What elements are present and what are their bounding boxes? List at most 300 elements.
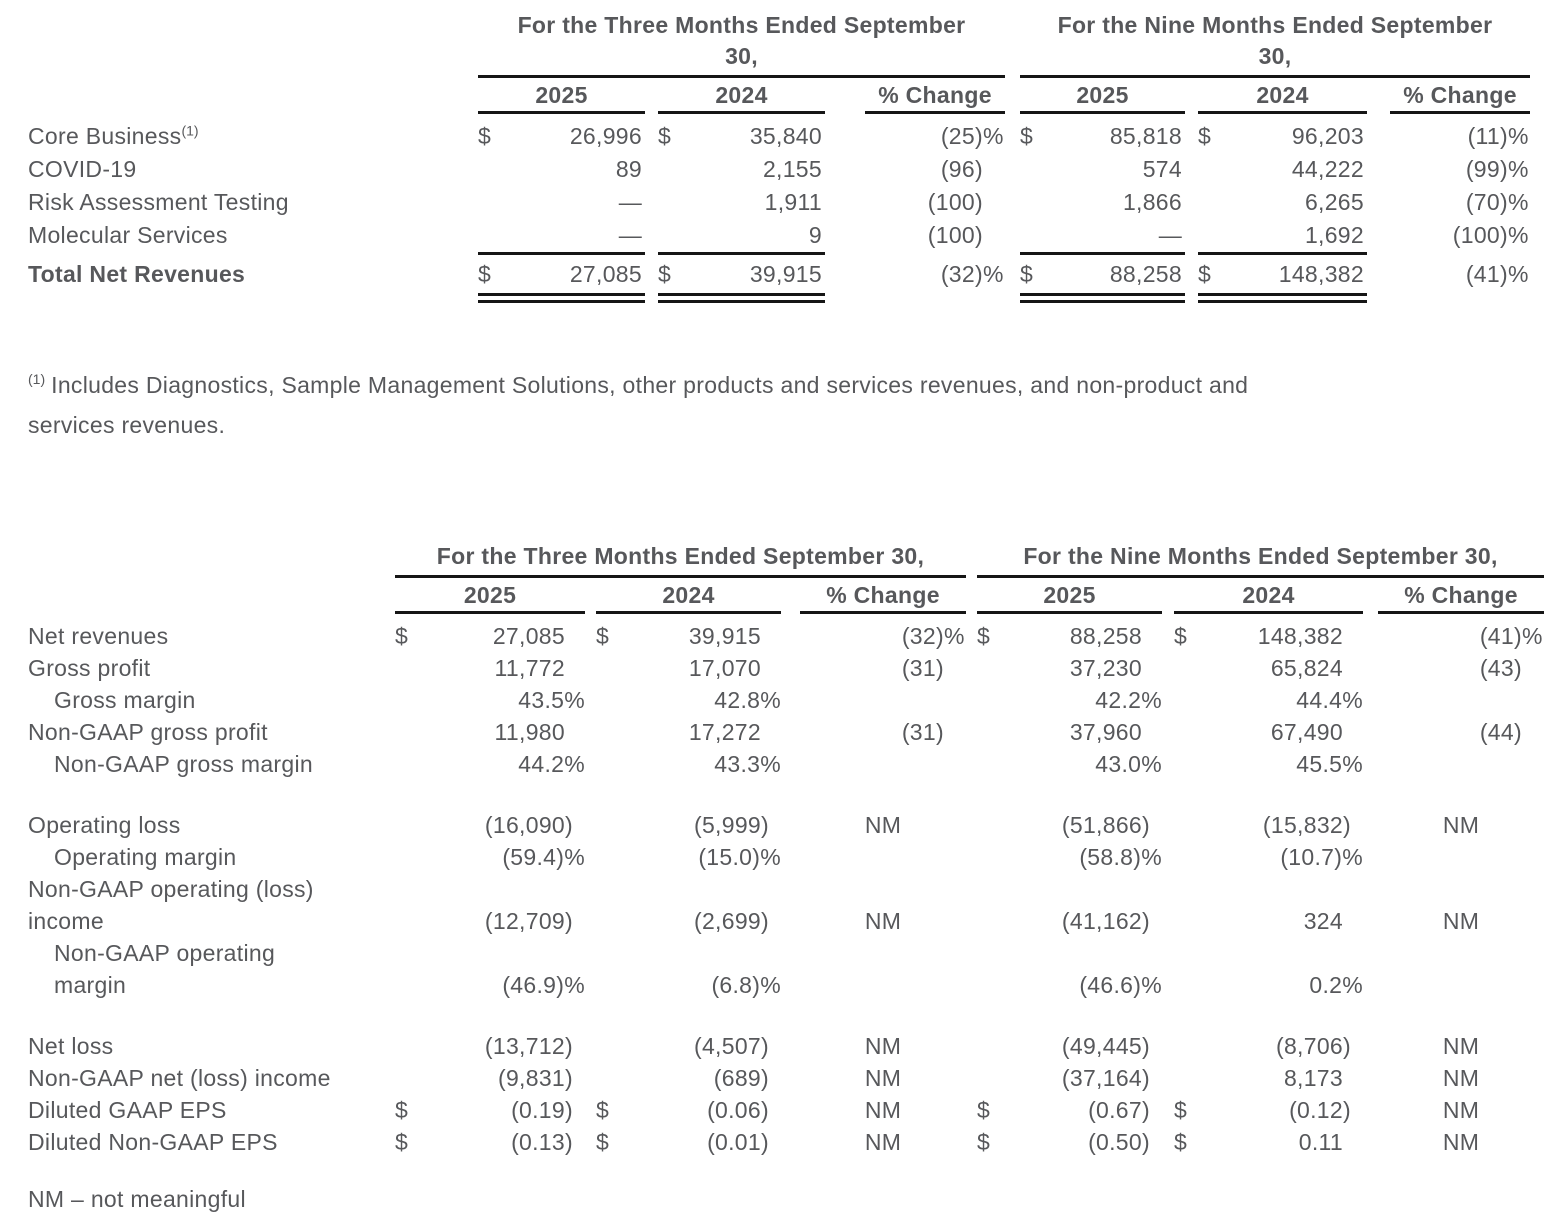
table-row bbox=[28, 613, 1544, 653]
cell-value: 35,840 bbox=[749, 123, 822, 149]
pct-change-cell bbox=[800, 748, 966, 780]
row-label: Diluted Non-GAAP EPS bbox=[28, 1129, 278, 1155]
cell-value-suffix: ) bbox=[565, 1129, 573, 1155]
row-label-cell bbox=[28, 937, 395, 1001]
column-gap bbox=[1367, 153, 1390, 186]
cell-value: (0.01 bbox=[707, 1129, 761, 1155]
row-label: Diluted GAAP EPS bbox=[28, 1097, 227, 1123]
amount-cell bbox=[1020, 186, 1185, 219]
table-row bbox=[28, 254, 1530, 299]
cell-value: 44.2 bbox=[518, 751, 565, 777]
row-label-cell bbox=[28, 684, 395, 716]
table-row bbox=[28, 937, 1544, 1001]
pct-change-cell bbox=[800, 684, 966, 716]
cell-value-suffix: )% bbox=[936, 623, 965, 649]
amount-cell bbox=[395, 1094, 585, 1126]
header-spacer bbox=[1185, 77, 1198, 113]
row-label-cell bbox=[28, 219, 478, 254]
row-label: Net loss bbox=[28, 1033, 114, 1059]
cell-value: 42.8 bbox=[714, 687, 761, 713]
cell-value: 42.2 bbox=[1095, 687, 1142, 713]
column-gap bbox=[966, 873, 977, 937]
cell-value: (15.0 bbox=[698, 844, 753, 870]
column-gap bbox=[585, 1126, 596, 1158]
row-label: Operating margin bbox=[54, 844, 237, 870]
cell-value-suffix: ) bbox=[1343, 1033, 1351, 1059]
cell-value: (0.50 bbox=[1088, 1129, 1142, 1155]
column-gap bbox=[1005, 219, 1020, 254]
cell-value: (16,090 bbox=[484, 812, 565, 838]
column-gap bbox=[825, 219, 865, 254]
amount-cell bbox=[596, 873, 781, 937]
amount-cell bbox=[1020, 254, 1185, 299]
row-label-cell bbox=[28, 1126, 395, 1158]
cell-value: 85,818 bbox=[1109, 123, 1182, 149]
cell-value-suffix: ) bbox=[1343, 812, 1351, 838]
cell-value-suffix: % bbox=[1141, 751, 1162, 777]
header-spacer bbox=[825, 77, 865, 113]
pct-change-cell bbox=[1390, 153, 1530, 186]
column-gap bbox=[585, 613, 596, 653]
cell-value: 89 bbox=[615, 156, 642, 182]
column-gap bbox=[781, 1126, 800, 1158]
amount-cell bbox=[596, 1030, 781, 1062]
cell-value: 8,173 bbox=[1283, 1065, 1343, 1091]
amount-cell bbox=[395, 809, 585, 841]
amount-cell bbox=[478, 186, 645, 219]
amount-cell bbox=[1174, 748, 1363, 780]
amount-cell bbox=[1020, 219, 1185, 254]
pct-change-cell bbox=[800, 716, 966, 748]
currency-symbol: $ bbox=[395, 1097, 409, 1123]
amount-cell bbox=[1174, 937, 1363, 1001]
column-gap bbox=[781, 652, 800, 684]
currency-symbol: $ bbox=[1198, 123, 1212, 149]
cell-value-suffix: ) bbox=[565, 1033, 573, 1059]
header-spacer bbox=[781, 577, 800, 613]
amount-cell bbox=[658, 219, 825, 254]
cell-value: (0.13 bbox=[511, 1129, 565, 1155]
column-gap bbox=[966, 809, 977, 841]
cell-value-suffix: )% bbox=[1500, 189, 1529, 215]
row-label: Non-GAAP operating margin bbox=[54, 940, 276, 998]
table-row bbox=[28, 219, 1530, 254]
amount-cell bbox=[977, 873, 1162, 937]
table-row bbox=[28, 186, 1530, 219]
table-subheader-row bbox=[28, 77, 1530, 113]
cell-value: (5,999 bbox=[693, 812, 761, 838]
column-header: 2024 bbox=[658, 77, 825, 113]
cell-value-suffix: % bbox=[760, 687, 781, 713]
amount-cell bbox=[478, 254, 645, 299]
pct-change-cell bbox=[865, 113, 1005, 154]
header-spacer bbox=[1005, 10, 1020, 77]
cell-value: 96,203 bbox=[1291, 123, 1364, 149]
table-row bbox=[28, 809, 1544, 841]
amount-cell bbox=[1198, 186, 1367, 219]
cell-value-suffix: )% bbox=[1334, 844, 1363, 870]
cell-value: 37,230 bbox=[1069, 655, 1142, 681]
header-spacer bbox=[28, 577, 395, 613]
amount-cell bbox=[1198, 113, 1367, 154]
amount-cell bbox=[395, 684, 585, 716]
cell-value: 39,915 bbox=[688, 623, 761, 649]
amount-cell bbox=[1174, 652, 1363, 684]
amount-cell bbox=[395, 937, 585, 1001]
pct-change-cell: NM bbox=[1442, 1065, 1480, 1091]
row-label-cell bbox=[28, 1094, 395, 1126]
currency-symbol: $ bbox=[478, 123, 492, 149]
cell-value-suffix: ) bbox=[761, 812, 769, 838]
cell-value: — bbox=[618, 222, 642, 248]
amount-cell bbox=[1174, 873, 1363, 937]
cell-value-suffix: )% bbox=[752, 972, 781, 998]
header-spacer bbox=[1162, 577, 1174, 613]
header-spacer bbox=[28, 77, 478, 113]
column-gap bbox=[781, 873, 800, 937]
cell-value: (31 bbox=[901, 655, 936, 681]
table-row bbox=[28, 652, 1544, 684]
amount-cell bbox=[596, 1094, 781, 1126]
cell-value: 43.0 bbox=[1095, 751, 1142, 777]
column-gap bbox=[1363, 841, 1378, 873]
cell-value: (51,866 bbox=[1061, 812, 1142, 838]
footnote-reference: (1) bbox=[181, 122, 199, 139]
pct-change-cell bbox=[1378, 613, 1544, 653]
header-spacer bbox=[585, 577, 596, 613]
header-spacer bbox=[645, 77, 658, 113]
pct-change-cell bbox=[1378, 748, 1544, 780]
column-gap bbox=[585, 937, 596, 1001]
column-gap bbox=[1162, 841, 1174, 873]
cell-value-suffix: ) bbox=[565, 1065, 573, 1091]
currency-symbol: $ bbox=[658, 261, 672, 287]
column-gap bbox=[966, 1062, 977, 1094]
row-label: Core Business bbox=[28, 123, 182, 149]
spacer-cell bbox=[28, 780, 1544, 809]
cell-value: (11 bbox=[1467, 123, 1500, 149]
amount-cell bbox=[395, 1030, 585, 1062]
column-gap bbox=[1185, 219, 1198, 254]
column-header: 2025 bbox=[977, 577, 1162, 613]
cell-value: (37,164 bbox=[1061, 1065, 1142, 1091]
column-gap bbox=[585, 841, 596, 873]
currency-symbol: $ bbox=[395, 1129, 409, 1155]
column-header: 2025 bbox=[478, 77, 645, 113]
cell-value: (41,162 bbox=[1061, 908, 1142, 934]
pct-change-cell bbox=[865, 153, 1005, 186]
cell-value: 88,258 bbox=[1109, 261, 1182, 287]
amount-cell bbox=[395, 1062, 585, 1094]
table-row bbox=[28, 716, 1544, 748]
cell-value: (100 bbox=[927, 222, 975, 248]
amount-cell bbox=[478, 113, 645, 154]
amount-cell bbox=[1198, 219, 1367, 254]
column-gap bbox=[1363, 716, 1378, 748]
column-gap bbox=[966, 748, 977, 780]
column-gap bbox=[781, 841, 800, 873]
period-header: For the Three Months Ended September 30, bbox=[395, 541, 966, 577]
table-row bbox=[28, 153, 1530, 186]
column-header: % Change bbox=[800, 577, 966, 613]
amount-cell bbox=[977, 684, 1162, 716]
table-row bbox=[28, 1094, 1544, 1126]
amount-cell bbox=[658, 113, 825, 154]
cell-value: (13,712 bbox=[484, 1033, 565, 1059]
header-spacer bbox=[966, 577, 977, 613]
amount-cell bbox=[658, 153, 825, 186]
row-label: COVID-19 bbox=[28, 156, 137, 182]
column-gap bbox=[1005, 254, 1020, 299]
amount-cell bbox=[977, 1062, 1162, 1094]
revenue-by-category-table bbox=[28, 10, 1530, 303]
column-header: 2025 bbox=[395, 577, 585, 613]
column-gap bbox=[1367, 254, 1390, 299]
table-row bbox=[28, 1126, 1544, 1158]
table-header-row bbox=[28, 10, 1530, 77]
cell-value: (12,709 bbox=[484, 908, 565, 934]
amount-cell bbox=[1174, 716, 1363, 748]
cell-value: (32 bbox=[901, 623, 936, 649]
column-gap bbox=[585, 1030, 596, 1062]
header-spacer bbox=[1005, 77, 1020, 113]
cell-value-suffix: )% bbox=[1500, 156, 1529, 182]
column-gap bbox=[781, 1094, 800, 1126]
amount-cell bbox=[977, 841, 1162, 873]
cell-value: 43.5 bbox=[518, 687, 565, 713]
cell-value: (15,832 bbox=[1262, 812, 1343, 838]
cell-value: 324 bbox=[1303, 908, 1343, 934]
column-gap bbox=[1185, 254, 1198, 299]
column-gap bbox=[585, 716, 596, 748]
period-header: For the Nine Months Ended September 30, bbox=[977, 541, 1544, 577]
amount-cell bbox=[1020, 153, 1185, 186]
column-gap bbox=[1363, 809, 1378, 841]
column-gap bbox=[585, 873, 596, 937]
amount-cell bbox=[596, 841, 781, 873]
cell-value-suffix: )% bbox=[556, 844, 585, 870]
cell-value-suffix: ) bbox=[761, 1129, 769, 1155]
cell-value-suffix: )% bbox=[975, 261, 1004, 287]
table-subheader-row bbox=[28, 577, 1544, 613]
amount-cell bbox=[478, 219, 645, 254]
cell-value: 26,996 bbox=[569, 123, 642, 149]
pct-change-cell bbox=[865, 219, 1005, 254]
column-gap bbox=[585, 684, 596, 716]
table-row bbox=[28, 841, 1544, 873]
table-row bbox=[28, 873, 1544, 937]
cell-value: (689 bbox=[713, 1065, 761, 1091]
column-gap bbox=[781, 809, 800, 841]
cell-value-suffix: )% bbox=[975, 123, 1004, 149]
cell-value: 44,222 bbox=[1291, 156, 1364, 182]
row-label-cell bbox=[28, 841, 395, 873]
pct-change-cell: NM bbox=[1442, 1033, 1480, 1059]
row-label: Risk Assessment Testing bbox=[28, 189, 289, 215]
cell-value: (44 bbox=[1479, 719, 1514, 745]
amount-cell bbox=[1174, 1030, 1363, 1062]
pct-change-cell bbox=[865, 254, 1005, 299]
cell-value: (6.8 bbox=[711, 972, 753, 998]
currency-symbol: $ bbox=[1174, 1129, 1188, 1155]
pct-change-cell bbox=[800, 652, 966, 684]
amount-cell bbox=[596, 1062, 781, 1094]
row-label-cell bbox=[28, 873, 395, 937]
column-gap bbox=[1162, 937, 1174, 1001]
column-gap bbox=[781, 1062, 800, 1094]
pct-change-cell: NM bbox=[864, 908, 902, 934]
cell-value: (43 bbox=[1479, 655, 1514, 681]
cell-value-suffix: )% bbox=[1500, 261, 1529, 287]
column-gap bbox=[1363, 748, 1378, 780]
cell-value: (9,831 bbox=[497, 1065, 565, 1091]
amount-cell bbox=[977, 716, 1162, 748]
cell-value-suffix: )% bbox=[556, 972, 585, 998]
pct-change-cell bbox=[865, 186, 1005, 219]
pct-change-cell: NM bbox=[864, 1065, 902, 1091]
currency-symbol: $ bbox=[977, 1097, 991, 1123]
table-row bbox=[28, 1030, 1544, 1062]
column-gap bbox=[781, 748, 800, 780]
amount-cell bbox=[478, 153, 645, 186]
cell-value: (46.9 bbox=[502, 972, 557, 998]
column-gap bbox=[781, 716, 800, 748]
column-gap bbox=[966, 937, 977, 1001]
cell-value: (4,507 bbox=[693, 1033, 761, 1059]
amount-cell bbox=[977, 1094, 1162, 1126]
amount-cell bbox=[395, 613, 585, 653]
nm-note: NM – not meaningful bbox=[28, 1186, 246, 1212]
cell-value: 65,824 bbox=[1270, 655, 1343, 681]
column-gap bbox=[1363, 684, 1378, 716]
column-gap bbox=[781, 613, 800, 653]
cell-value-suffix: ) bbox=[1142, 1129, 1150, 1155]
cell-value-suffix: % bbox=[1342, 687, 1363, 713]
cell-value-suffix: ) bbox=[761, 1065, 769, 1091]
currency-symbol: $ bbox=[596, 1097, 610, 1123]
column-gap bbox=[1005, 186, 1020, 219]
header-spacer bbox=[1367, 77, 1390, 113]
table-row bbox=[28, 748, 1544, 780]
row-label: Non-GAAP gross margin bbox=[54, 751, 313, 777]
footnote-marker: (1) bbox=[28, 371, 46, 388]
column-gap bbox=[966, 652, 977, 684]
cell-value: (10.7 bbox=[1280, 844, 1335, 870]
pct-change-cell bbox=[800, 613, 966, 653]
column-header: % Change bbox=[1378, 577, 1544, 613]
column-gap bbox=[1162, 1062, 1174, 1094]
column-gap bbox=[825, 153, 865, 186]
currency-symbol: $ bbox=[1198, 261, 1212, 287]
cell-value: (32 bbox=[940, 261, 975, 287]
cell-value-suffix: ) bbox=[1343, 1097, 1351, 1123]
cell-value: (49,445 bbox=[1061, 1033, 1142, 1059]
table-header-row bbox=[28, 541, 1544, 577]
pct-change-cell bbox=[1390, 254, 1530, 299]
column-gap bbox=[1162, 748, 1174, 780]
cell-value: 9 bbox=[808, 222, 822, 248]
column-header: % Change bbox=[865, 77, 1005, 113]
cell-value: — bbox=[1158, 222, 1182, 248]
cell-value: 0.11 bbox=[1298, 1129, 1343, 1155]
amount-cell bbox=[596, 716, 781, 748]
column-gap bbox=[585, 809, 596, 841]
row-label: Gross margin bbox=[54, 687, 196, 713]
cell-value-suffix: % bbox=[760, 751, 781, 777]
column-gap bbox=[1185, 186, 1198, 219]
amount-cell bbox=[1198, 153, 1367, 186]
column-gap bbox=[1363, 937, 1378, 1001]
column-gap bbox=[645, 219, 658, 254]
cell-value: 148,382 bbox=[1278, 261, 1364, 287]
column-header: 2024 bbox=[596, 577, 781, 613]
amount-cell bbox=[1174, 809, 1363, 841]
row-label: Net revenues bbox=[28, 623, 169, 649]
column-header: 2024 bbox=[1174, 577, 1363, 613]
footnote-text: Includes Diagnostics, Sample Management Solutions, other products and services revenues, and non-product and services revenues. bbox=[28, 372, 1249, 438]
column-header: 2024 bbox=[1198, 77, 1367, 113]
pct-change-cell bbox=[800, 937, 966, 1001]
cell-value-suffix: % bbox=[1342, 751, 1363, 777]
pct-change-cell bbox=[1390, 219, 1530, 254]
column-gap bbox=[1162, 1030, 1174, 1062]
cell-value: 45.5 bbox=[1296, 751, 1343, 777]
row-label: Operating loss bbox=[28, 812, 181, 838]
currency-symbol: $ bbox=[1174, 623, 1188, 649]
currency-symbol: $ bbox=[977, 1129, 991, 1155]
cell-value-suffix: ) bbox=[1514, 655, 1522, 681]
column-gap bbox=[585, 1062, 596, 1094]
cell-value: 1,692 bbox=[1304, 222, 1364, 248]
cell-value: 27,085 bbox=[492, 623, 565, 649]
currency-symbol: $ bbox=[596, 1129, 610, 1155]
column-header: 2025 bbox=[1020, 77, 1185, 113]
cell-value: — bbox=[618, 189, 642, 215]
pct-change-cell bbox=[800, 841, 966, 873]
cell-value: 148,382 bbox=[1257, 623, 1343, 649]
cell-value: 6,265 bbox=[1304, 189, 1364, 215]
cell-value-suffix: )% bbox=[1500, 222, 1529, 248]
column-gap bbox=[585, 1094, 596, 1126]
column-gap bbox=[781, 684, 800, 716]
column-gap bbox=[781, 1030, 800, 1062]
column-gap bbox=[1162, 716, 1174, 748]
pct-change-cell: NM bbox=[1442, 812, 1480, 838]
column-gap bbox=[645, 254, 658, 299]
cell-value-suffix: ) bbox=[975, 222, 983, 248]
column-header: % Change bbox=[1390, 77, 1530, 113]
cell-value-suffix: % bbox=[564, 751, 585, 777]
pct-change-cell bbox=[1378, 841, 1544, 873]
column-gap bbox=[966, 613, 977, 653]
pct-change-cell: NM bbox=[864, 812, 902, 838]
pct-change-cell: NM bbox=[1442, 1129, 1480, 1155]
cell-value: 1,866 bbox=[1122, 189, 1182, 215]
period-header: For the Three Months Ended September 30, bbox=[478, 10, 1005, 77]
currency-symbol: $ bbox=[977, 623, 991, 649]
amount-cell bbox=[596, 684, 781, 716]
amount-cell bbox=[1174, 1126, 1363, 1158]
pct-change-cell bbox=[1378, 652, 1544, 684]
amount-cell bbox=[395, 652, 585, 684]
column-gap bbox=[825, 186, 865, 219]
column-gap bbox=[1005, 153, 1020, 186]
cell-value: 11,980 bbox=[494, 719, 565, 745]
column-gap bbox=[966, 716, 977, 748]
footnote bbox=[28, 325, 1544, 445]
currency-symbol: $ bbox=[478, 261, 492, 287]
column-gap bbox=[645, 186, 658, 219]
